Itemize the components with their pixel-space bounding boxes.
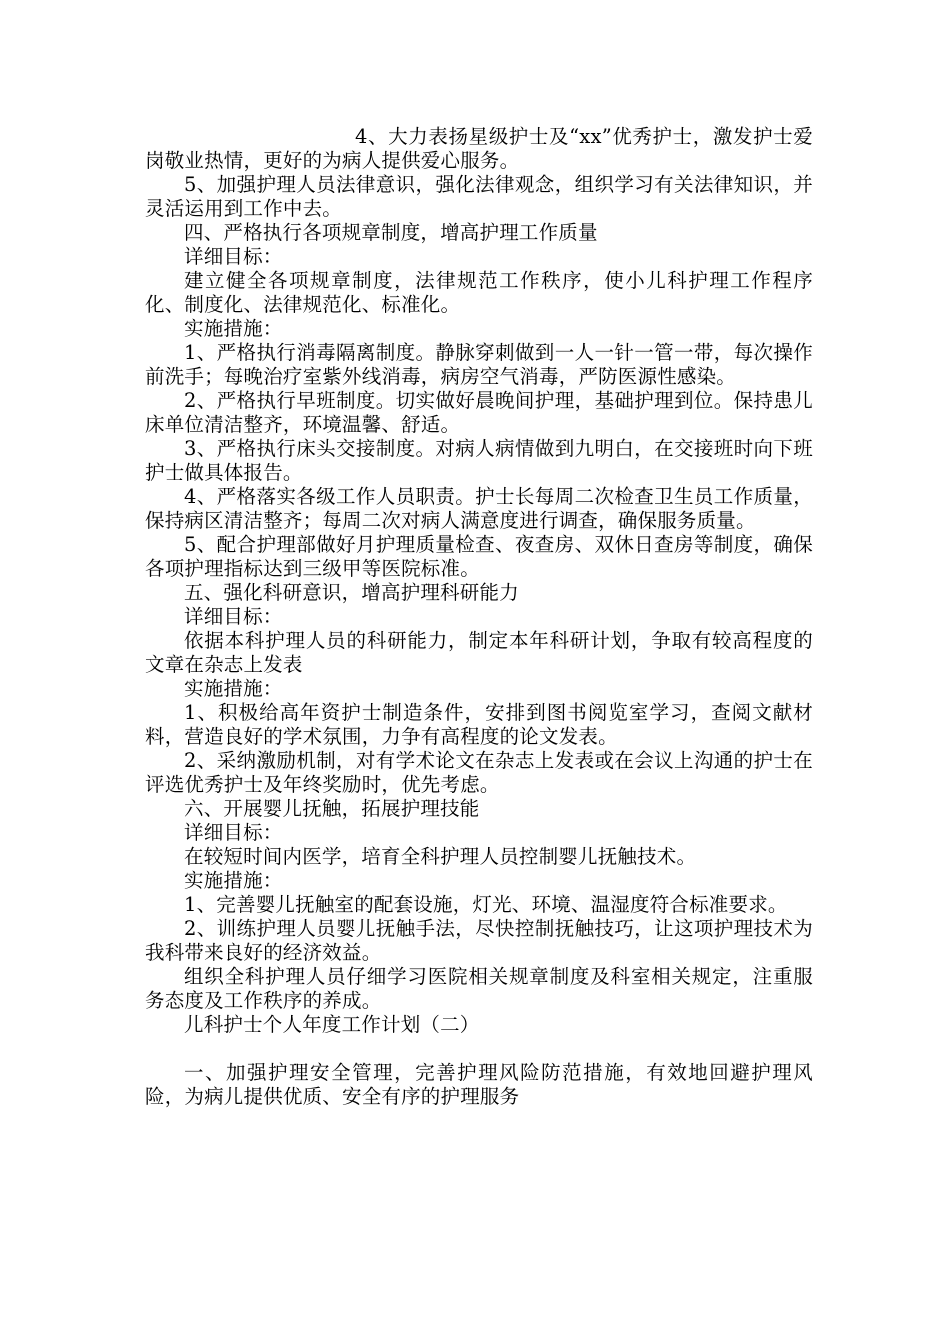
paragraph-target-text: 在较短时间内医学，培育全科护理人员控制婴儿抚触技术。 [184,845,697,868]
measure-item-2: 2、训练护理人员婴儿抚触手法，尽快控制抚触技巧，让这项护理技术为我科带来良好的经济效益。 [145,917,813,964]
document-body [145,125,813,1109]
label-measures: 实施措施： [184,317,283,340]
paragraph-2: 5、加强护理人员法律意识，强化法律观念，组织学习有关法律知识，并灵活运用到工作中去。 [145,173,813,220]
measure-item-1: 1、严格执行消毒隔离制度。静脉穿刺做到一人一针一管一带，每次操作前洗手；每晚治疗室紫外线消毒，病房空气消毒，严防医源性感染。 [145,341,813,388]
label-target: 详细目标： [184,605,283,628]
measure-item-2: 2、严格执行早班制度。切实做好晨晚间护理，基础护理到位。保持患儿床单位清洁整齐，环境温馨、舒适。 [145,389,813,436]
measure-item-1: 1、积极给高年资护士制造条件，安排到图书阅览室学习，查阅文献材料，营造良好的学术氛围，力争有高程度的论文发表。 [145,701,813,748]
blank-line [145,1037,813,1061]
label-measures: 实施措施： [184,869,283,892]
section-heading-1: 一、加强护理安全管理，完善护理风险防范措施，有效地回避护理风险，为病儿提供优质、安全有序的护理服务 [145,1061,813,1108]
paragraph-target-text: 建立健全各项规章制度，法律规范工作秩序，使小儿科护理工作程序化、制度化、法律规范化、标准化。 [145,269,813,316]
measure-item-3: 3、严格执行床头交接制度。对病人病情做到九明白，在交接班时向下班护士做具体报告。 [145,437,813,484]
measure-item-1: 1、完善婴儿抚触室的配套设施，灯光、环境、温湿度符合标准要求。 [184,893,788,916]
label-measures: 实施措施： [184,677,283,700]
measure-item-5: 5、配合护理部做好月护理质量检查、夜查房、双休日查房等制度，确保各项护理指标达到三级甲等医院标准。 [145,533,813,580]
paragraph-1: 4、大力表扬星级护士及“xx”优秀护士，激发护士爱岗敬业热情，更好的为病人提供爱心服务。 [145,125,813,172]
measure-item-2: 2、采纳激励机制，对有学术论文在杂志上发表或在会议上沟通的护士在评选优秀护士及年终奖励时，优先考虑。 [145,749,813,796]
section-heading-4: 四、严格执行各项规章制度，增高护理工作质量 [184,221,598,244]
section-heading-5: 五、强化科研意识，增高护理科研能力 [184,581,519,604]
document-subtitle: 儿科护士个人年度工作计划（二） [184,1013,480,1036]
measure-item-4: 4、严格落实各级工作人员职责。护士长每周二次检查卫生员工作质量，保持病区清洁整齐；每周二次对病人满意度进行调查，确保服务质量。 [145,485,813,532]
paragraph-summary: 组织全科护理人员仔细学习医院相关规章制度及科室相关规定，注重服务态度及工作秩序的养成。 [145,965,813,1012]
label-target: 详细目标： [184,245,283,268]
label-target: 详细目标： [184,821,283,844]
paragraph-target-text: 依据本科护理人员的科研能力，制定本年科研计划，争取有较高程度的文章在杂志上发表 [145,629,813,676]
section-heading-6: 六、开展婴儿抚触，拓展护理技能 [184,797,480,820]
